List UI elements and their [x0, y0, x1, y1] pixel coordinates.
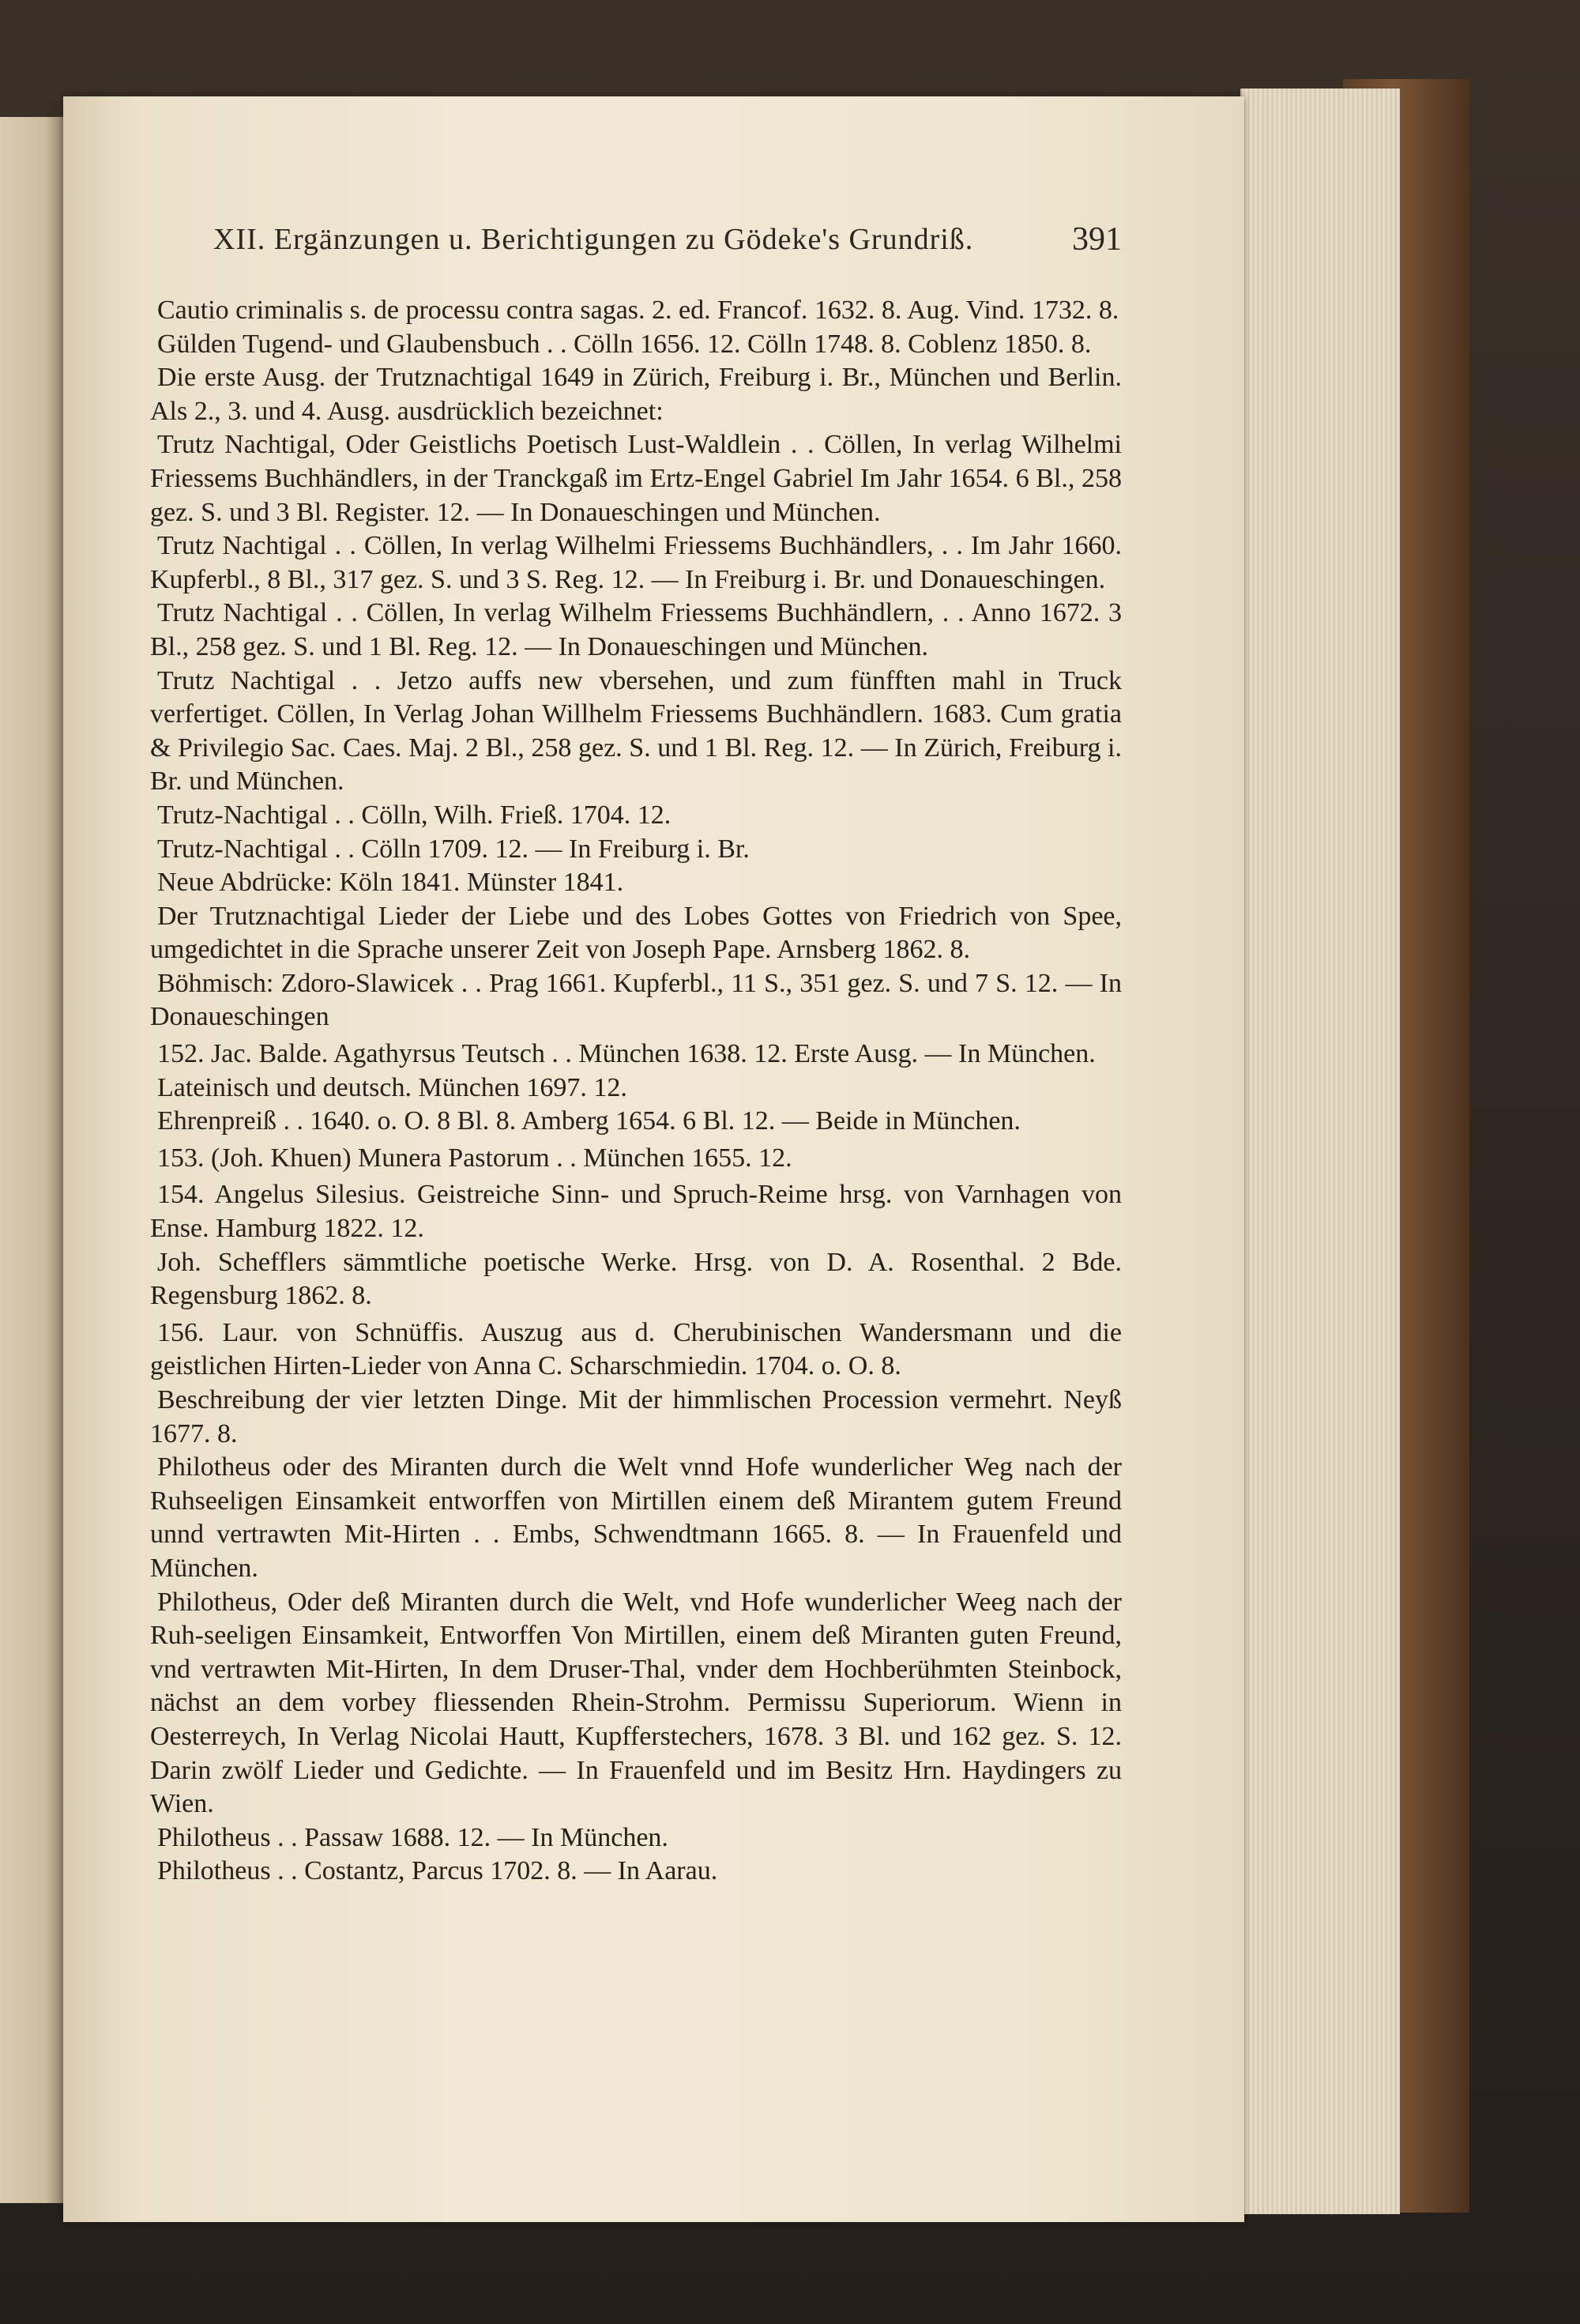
- paragraph: Philotheus oder des Miranten durch die Welt vnnd Hofe wunderlicher Weg nach der Ruhseeligen Einsamkeit entworffen von Mirtillen einem deß Mirantem gutem Freund unnd vertrawten Mit-Hirten . . Embs, Schwendtmann 1665. 8. — In Frauenfeld und München.: [150, 1452, 1122, 1583]
- section-entry: 154. Angelus Silesius. Geistreiche Sinn- und Spruch-Reime hrsg. von Varnhagen von Ense. Hamburg 1822. 12.: [150, 1180, 1122, 1244]
- paragraph: Trutz-Nachtigal . . Cölln 1709. 12. — In Freiburg i. Br.: [157, 834, 750, 864]
- paragraph: Trutz Nachtigal . . Cöllen, In verlag Wilhelmi Friessems Buchhändlers, . . Im Jahr 1660. Kupferbl., 8 Bl., 317 gez. S. und 3 S. Reg. 12. — In Freiburg i. Br. und Donaueschingen.: [150, 531, 1122, 594]
- paragraph: Cautio criminalis s. de processu contra sagas. 2. ed. Francof. 1632. 8. Aug. Vind. 1732. 8.: [157, 296, 1119, 325]
- paragraph: Trutz-Nachtigal . . Cölln, Wilh. Frieß. 1704. 12.: [157, 800, 672, 830]
- paragraph: Lateinisch und deutsch. München 1697. 12.: [157, 1072, 627, 1102]
- running-head: XII. Ergänzungen u. Berichtigungen zu Gödeke's Grundriß.: [213, 223, 974, 256]
- facing-page-edge: [0, 117, 65, 2203]
- paragraph: Neue Abdrücke: Köln 1841. Münster 1841.: [157, 868, 624, 898]
- paragraph: Trutz Nachtigal . . Cöllen, In verlag Wilhelm Friessems Buchhändlern, . . Anno 1672. 3 Bl., 258 gez. S. und 1 Bl. Reg. 12. — In Donaueschingen und München.: [150, 598, 1122, 661]
- page-body: [150, 294, 1122, 1889]
- section-entry: 152. Jac. Balde. Agathyrsus Teutsch . . München 1638. 12. Erste Ausg. — In München.: [157, 1039, 1096, 1069]
- section-entry: 156. Laur. von Schnüffis. Auszug aus d. Cherubinischen Wandersmann und die geistlichen Hirten-Lieder von Anna C. Scharschmiedin. 1704. o. O. 8.: [150, 1317, 1122, 1381]
- page-number: 391: [1072, 221, 1122, 258]
- paragraph: Die erste Ausg. der Trutznachtigal 1649 in Zürich, Freiburg i. Br., München und Berlin. Als 2., 3. und 4. Ausg. ausdrücklich bezeichnet:: [150, 363, 1122, 426]
- paragraph: Philotheus . . Passaw 1688. 12. — In München.: [157, 1822, 668, 1852]
- paragraph: Der Trutznachtigal Lieder der Liebe und des Lobes Gottes von Friedrich von Spee, umgedichtet in die Sprache unserer Zeit von Joseph Pape. Arnsberg 1862. 8.: [150, 901, 1122, 965]
- paragraph: Ehrenpreiß . . 1640. o. O. 8 Bl. 8. Amberg 1654. 6 Bl. 12. — Beide in München.: [157, 1106, 1021, 1136]
- page-block-edges: [1240, 89, 1400, 2214]
- paragraph: Philotheus, Oder deß Miranten durch die Welt, vnd Hofe wunderlicher Weeg nach der Ruh-seeligen Einsamkeit, Entworffen Von Mirtillen, einem deß Miranten guten Freund, vnd vertrawten Mit-Hirten, In dem Druser-Thal, vnder dem Hochberühmten Steinbock, nächst an dem vorbey fliessenden Rhein-Strohm. Permissu Superiorum. Wienn in Oesterreych, In Verlag Nicolai Hautt, Kupfferstechers, 1678. 3 Bl. und 162 gez. S. 12. Darin zwölf Lieder und Gedichte. — In Frauenfeld und im Besitz Hrn. Haydingers zu Wien.: [150, 1587, 1122, 1819]
- section-entry: 153. (Joh. Khuen) Munera Pastorum . . München 1655. 12.: [157, 1143, 792, 1173]
- paragraph: Philotheus . . Costantz, Parcus 1702. 8. — In Aarau.: [157, 1856, 718, 1886]
- paragraph: Joh. Schefflers sämmtliche poetische Werke. Hrsg. von D. A. Rosenthal. 2 Bde. Regensburg 1862. 8.: [150, 1247, 1122, 1311]
- paragraph: Trutz Nachtigal . . Jetzo auffs new vbersehen, und zum fünfften mahl in Truck verfertiget. Cöllen, In Verlag Johan Willhelm Friessems Buchhändlern. 1683. Cum gratia & Privilegio Sac. Caes. Maj. 2 Bl., 258 gez. S. und 1 Bl. Reg. 12. — In Zürich, Freiburg i. Br. und München.: [150, 665, 1122, 797]
- paragraph: Trutz Nachtigal, Oder Geistlichs Poetisch Lust-Waldlein . . Cöllen, In verlag Wilhelmi Friessems Buchhändlers, in der Tranckgaß im Ertz-Engel Gabriel Im Jahr 1654. 6 Bl., 258 gez. S. und 3 Bl. Register. 12. — In Donaueschingen und München.: [150, 430, 1122, 527]
- page-header: [150, 217, 1122, 265]
- paragraph: Beschreibung der vier letzten Dinge. Mit der himmlischen Procession vermehrt. Neyß 1677. 8.: [150, 1385, 1122, 1448]
- paragraph: Gülden Tugend- und Glaubensbuch . . Cölln 1656. 12. Cölln 1748. 8. Coblenz 1850. 8.: [157, 329, 1092, 359]
- paragraph: Böhmisch: Zdoro-Slawicek . . Prag 1661. Kupferbl., 11 S., 351 gez. S. und 7 S. 12. — In Donaueschingen: [150, 968, 1122, 1032]
